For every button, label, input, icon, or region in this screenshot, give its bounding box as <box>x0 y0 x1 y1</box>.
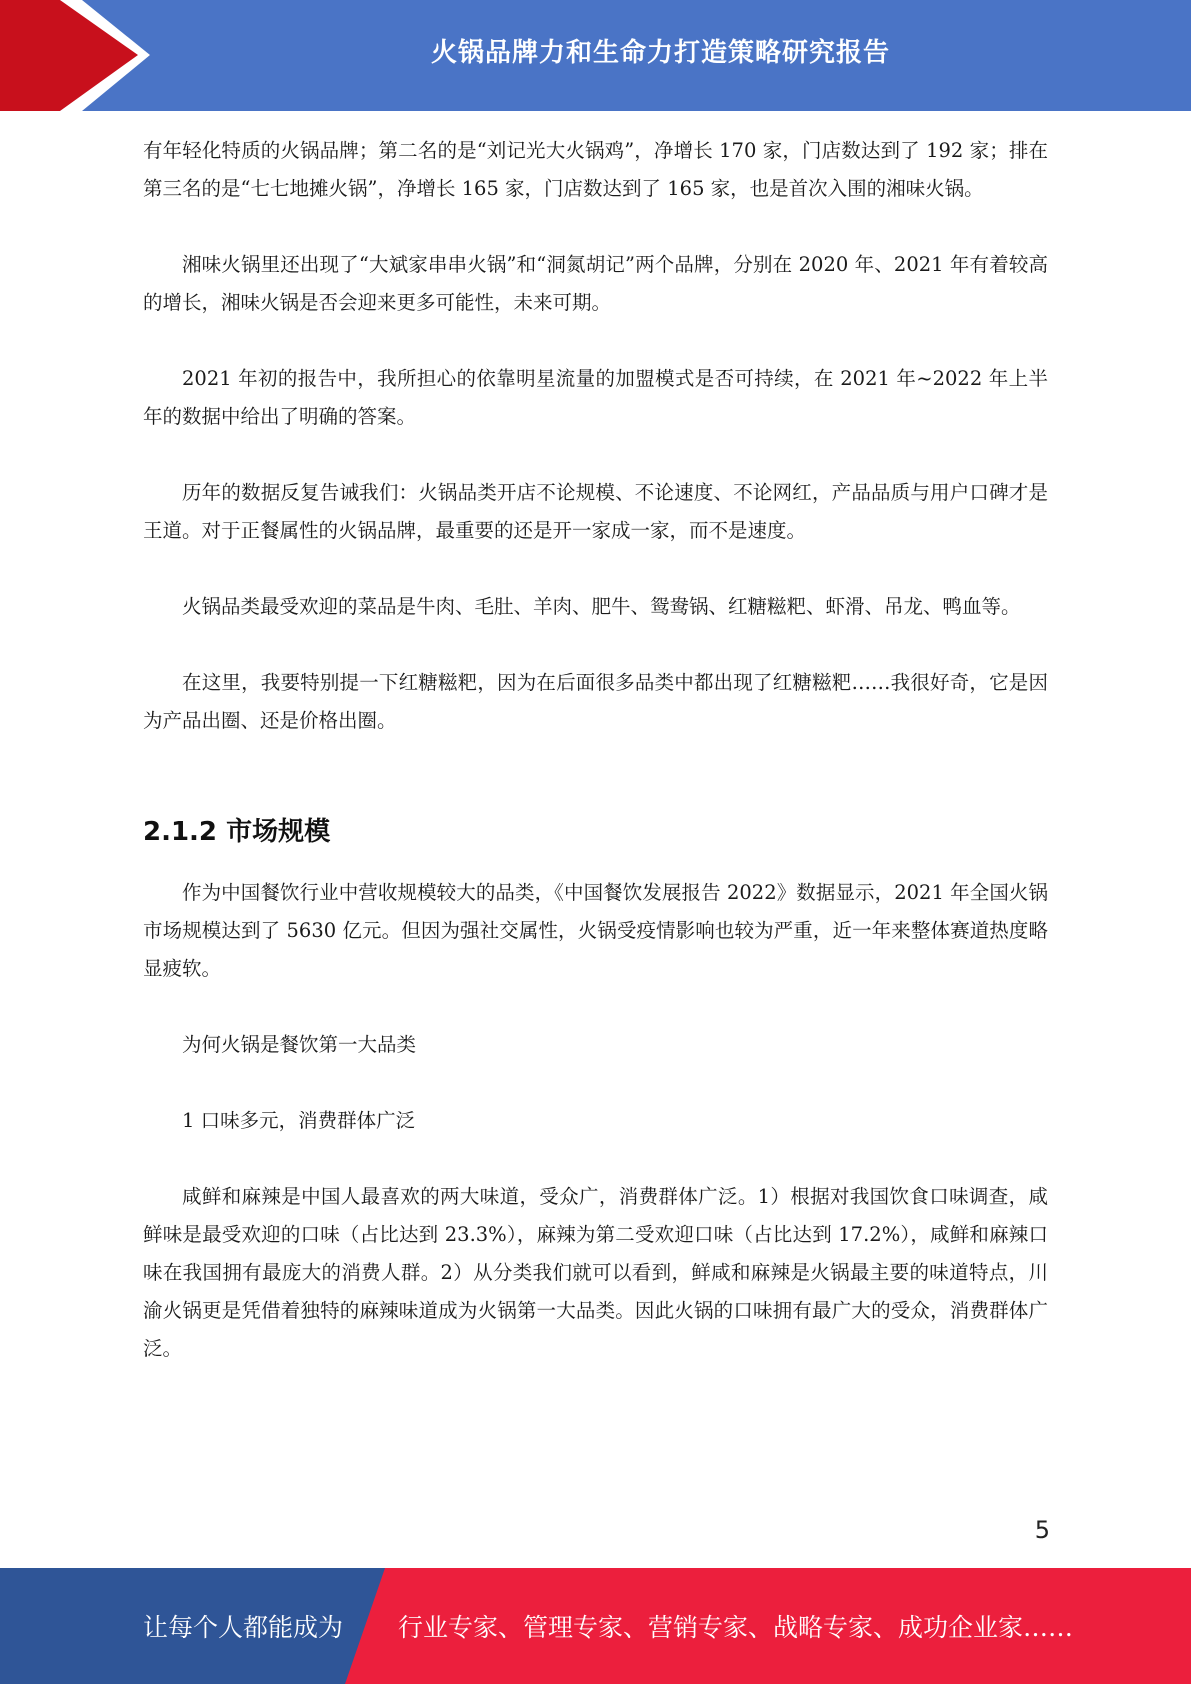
paragraph: 2021 年初的报告中，我所担心的依靠明星流量的加盟模式是否可持续，在 2021 年~2022 年上半年的数据中给出了明确的答案。 <box>143 367 1048 428</box>
footer-slogan-left: 让每个人都能成为 <box>143 1613 344 1642</box>
page-header <box>0 0 1191 111</box>
paragraph: 作为中国餐饮行业中营收规模较大的品类，《中国餐饮发展报告 2022》数据显示，2021 年全国火锅市场规模达到了 5630 亿元。但因为强社交属性，火锅受疫情影响也较为严重，近一年来整体赛道热度略显疲软。 <box>143 881 1048 980</box>
paragraph: 1 口味多元，消费群体广泛 <box>182 1109 416 1132</box>
page-footer <box>0 1568 1191 1684</box>
paragraph: 为何火锅是餐饮第一大品类 <box>182 1033 417 1056</box>
footer-slogan-right: 行业专家、管理专家、营销专家、战略专家、成功企业家…… <box>398 1613 1074 1642</box>
paragraph: 在这里，我要特别提一下红糖糍粑，因为在后面很多品类中都出现了红糖糍粑……我很好奇，它是因为产品出圈、还是价格出圈。 <box>143 671 1048 732</box>
header-title: 火锅品牌力和生命力打造策略研究报告 <box>430 37 890 68</box>
page-number: 5 <box>1034 1516 1050 1544</box>
paragraph: 咸鲜和麻辣是中国人最喜欢的两大味道，受众广，消费群体广泛。1）根据对我国饮食口味调查，咸鲜味是最受欢迎的口味（占比达到 23.3%），麻辣为第二受欢迎口味（占比达到 17.2%），咸鲜和麻辣口味在我国拥有最庞大的消费人群。2）从分类我们就可以看到，鲜咸和麻辣是火锅最主要的味道特点，川渝火锅更是凭借着独特的麻辣味道成为火锅第一大品类。因此火锅的口味拥有最广大的受众，消费群体广泛。 <box>143 1185 1048 1360</box>
paragraph: 火锅品类最受欢迎的菜品是牛肉、毛肚、羊肉、肥牛、鸳鸯锅、红糖糍粑、虾滑、吊龙、鸭血等。 <box>182 595 1021 618</box>
paragraph: 湘味火锅里还出现了“大斌家串串火锅”和“洞氮胡记”两个品牌，分别在 2020 年、2021 年有着较高的增长，湘味火锅是否会迎来更多可能性，未来可期。 <box>143 253 1048 314</box>
paragraph: 历年的数据反复告诫我们：火锅品类开店不论规模、不论速度、不论网红，产品品质与用户口碑才是王道。对于正餐属性的火锅品牌，最重要的还是开一家成一家，而不是速度。 <box>143 481 1048 542</box>
document-body <box>143 132 1048 1406</box>
paragraph: 有年轻化特质的火锅品牌；第二名的是“刘记光大火锅鸡”，净增长 170 家，门店数达到了 192 家；排在第三名的是“七七地摊火锅”，净增长 165 家，门店数达到了 165 家，也是首次入围的湘味火锅。 <box>143 139 1048 200</box>
section-heading: 2.1.2 市场规模 <box>143 817 331 847</box>
